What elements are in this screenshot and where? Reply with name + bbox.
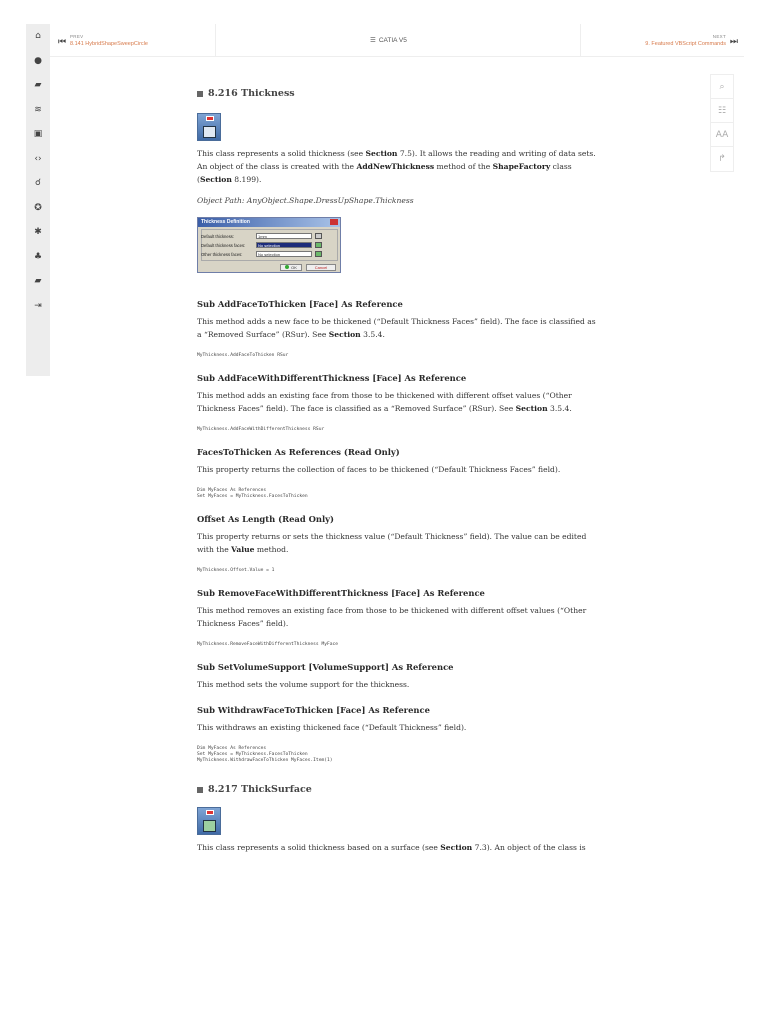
text: This method adds a new face to be thickened (“Default Thickness Faces” field). The face is classified as a “Removed Surface” (RSur). See [197,317,596,339]
section-link[interactable]: Section [365,149,398,158]
left-sidebar [26,24,50,376]
member-description [197,604,597,630]
selector-icon [315,251,322,257]
code-sample: Dim MyFaces As References Set MyFaces = MyThickness.FacesToThicken [197,488,308,499]
skip-back-icon: ⏮ [58,36,67,46]
code-sample: MyThickness.AddFaceWithDifferentThickness RSur [197,427,325,432]
text: This property returns or sets the thickness value (“Default Thickness” field). The value can be edited with the [197,532,587,554]
text: 3.5.4. [360,330,385,339]
library2-icon[interactable]: ▰ [34,276,42,287]
section-link[interactable]: Section [199,175,232,184]
thickness-symbol-icon [203,126,216,138]
code-sample: MyThickness.AddFaceToThicken RSur [197,353,289,358]
thicksurface-class-icon [197,807,221,835]
member-entry [197,705,597,764]
member-entry [197,373,597,433]
ok-button: OK [280,264,302,271]
section-heading [197,88,597,99]
spinner-icon [315,233,322,239]
bullet-square-icon [197,91,203,97]
share-icon[interactable]: ↱ [718,154,726,164]
member-entry [197,662,597,691]
object-path: Object Path: AnyObject.Shape.DressUpShape.Thickness [197,196,414,205]
member-description [197,389,597,415]
prev-title: 8.141 HybridShapeSweepCircle [70,41,148,47]
dialog-title: Thickness Definition [198,218,340,227]
text: This class represents a solid thickness based on a surface (see [197,843,441,852]
text: class ( [197,162,572,184]
member-list [197,299,597,764]
member-entry [197,514,597,574]
badge-icon [206,810,214,815]
top-nav-bar [50,24,744,57]
section-intro [197,147,597,186]
home-icon[interactable]: ⌂ [35,31,41,42]
member-title: Sub RemoveFaceWithDifferentThickness [Face] As Reference [197,588,485,598]
member-title: FacesToThicken As References (Read Only) [197,447,400,457]
settings-icon[interactable]: ✱ [34,227,42,238]
section-link[interactable]: Section [440,843,473,852]
default-faces-field: No selection [256,242,312,248]
layers-icon[interactable]: ≋ [34,104,42,115]
next-title: 9. Featured VBScript Commands [645,41,726,47]
section-heading [197,784,597,795]
thickness-field: 1mm [256,233,312,239]
code-sample: MyThickness.RemoveFaceWithDifferentThickness MyFace [197,642,339,647]
compass-icon[interactable]: ☌ [34,178,42,189]
close-icon [330,219,338,225]
member-description [197,315,597,341]
text: 3.5.4. [547,404,572,413]
text: 7.5). It allows the reading and writing of data sets. An object of the class is created with the [197,149,596,171]
text: This method removes an existing face from those to be thickened with different offset values (“Other Thickness Faces” field). [197,606,587,628]
inline-emphasis[interactable]: Section [328,330,361,339]
row-label: Default thickness: [201,234,235,239]
selector-icon [315,242,322,248]
prev-chapter-link[interactable] [58,30,218,52]
thickness-definition-dialog [197,217,341,273]
other-faces-field: No selection [256,251,312,257]
skip-forward-icon: ⏭ [729,36,738,46]
thickness-class-icon [197,113,221,141]
code-sample: MyThickness.Offset.Value = 1 [197,568,275,573]
text: This method sets the volume support for the thickness. [197,680,410,689]
toc-icon[interactable]: ☷ [711,99,733,123]
member-entry [197,447,597,500]
main-content [197,88,597,854]
reader-tools [710,74,734,172]
text: This method adds an existing face from those to be thickened with different offset values (“Other Thickness Faces” field). The face is classified as a “Removed Surface” (RSur). See [197,391,572,413]
text: This property returns the collection of faces to be thickened (“Default Thickness Faces” field). [197,465,561,474]
badge-icon [206,116,214,121]
section-intro [197,841,597,854]
user-icon[interactable]: ● [34,55,42,66]
method-name: AddNewThickness [356,162,435,171]
calendar-icon[interactable]: ▣ [33,129,43,140]
row-label: Default thickness faces: [201,243,246,248]
member-description [197,721,597,734]
text: 7.3). An object of the class is [472,843,586,852]
section-heading-text: 8.216 Thickness [208,88,295,99]
member-title: Sub AddFaceWithDifferentThickness [Face] As Reference [197,373,467,383]
member-entry [197,588,597,648]
prev-label: PREV [70,34,84,39]
class-name: ShapeFactory [492,162,551,171]
bullet-square-icon [197,787,203,793]
badge-icon[interactable]: ✪ [34,202,42,213]
next-label: NEXT [712,34,726,39]
logout-icon[interactable]: ⇥ [34,300,42,311]
thicksurface-symbol-icon [203,820,216,832]
inline-emphasis: Value [231,545,255,554]
member-title: Sub WithdrawFaceToThicken [Face] As Reference [197,705,430,715]
text: method of the [434,162,493,171]
book-title-link[interactable] [370,36,407,44]
row-label: Other thickness faces: [201,252,243,257]
inline-emphasis[interactable]: Section [515,404,548,413]
code-sample: Dim MyFaces As References Set MyFaces = MyThickness.FacesToThicken MyThickness.WithdrawFaceToThicken MyFaces.Item(1) [197,746,333,763]
cancel-button: Cancel [306,264,336,271]
member-title: Sub AddFaceToThicken [Face] As Reference [197,299,403,309]
team-icon[interactable]: ♣ [33,251,43,262]
member-description [197,678,597,691]
text: 8.199). [231,175,262,184]
book-title: CATIA V5 [378,36,407,44]
member-title: Offset As Length (Read Only) [197,514,335,524]
text: This class represents a solid thickness (see [197,149,366,158]
search-icon[interactable]: ⌕ [711,75,733,99]
section-heading-text: 8.217 ThickSurface [208,784,312,795]
member-title: Sub SetVolumeSupport [VolumeSupport] As Reference [197,662,454,672]
list-icon: ☰ [370,37,376,44]
member-entry [197,299,597,359]
next-chapter-link[interactable] [578,30,738,52]
member-description [197,530,597,556]
code-icon[interactable]: ‹› [34,153,42,164]
library-icon[interactable]: ▰ [34,80,42,91]
text: method. [254,545,289,554]
member-description [197,463,597,476]
nav-divider [215,24,216,57]
font-size-icon[interactable]: AA [711,123,733,147]
text: This withdraws an existing thickened face (“Default Thickness” field). [197,723,467,732]
